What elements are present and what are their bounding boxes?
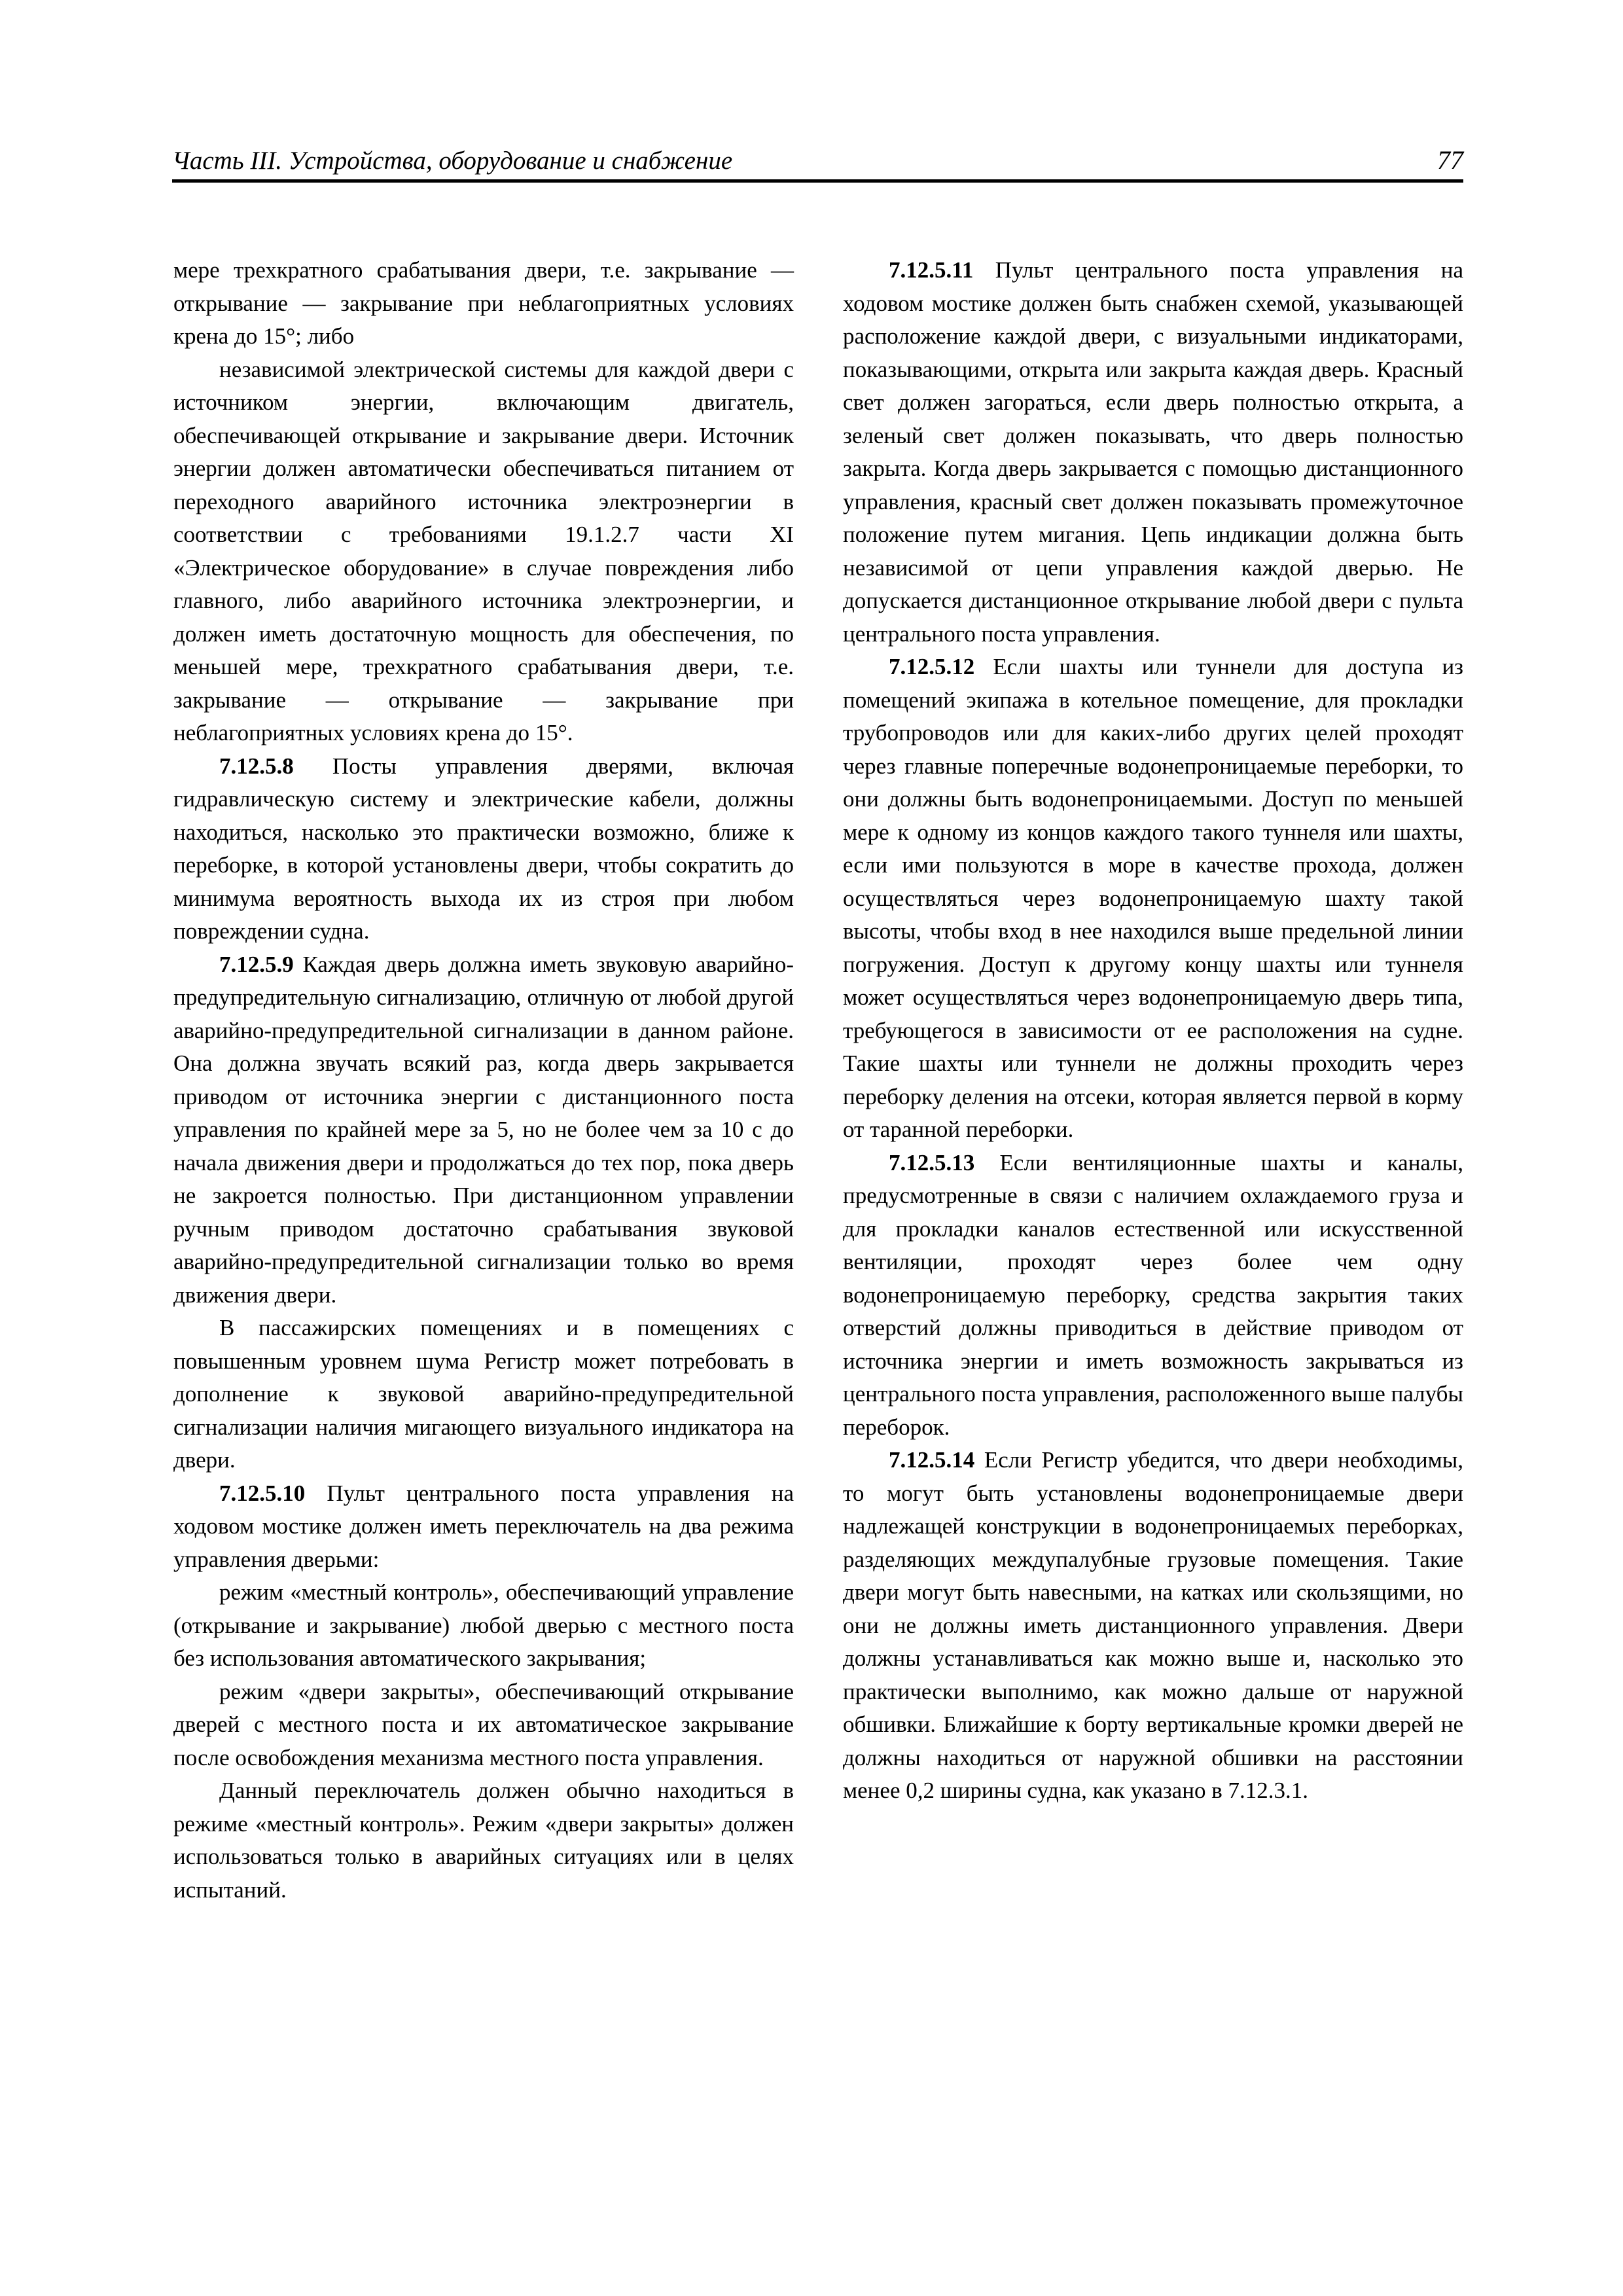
paragraph-text: В пассажирских помещениях и в помещениях с повышенным уровнем шума Регистр может потребовать в дополнение к звуковой аварийно-предупредительной сигнализации наличия мигающего визуального индикатора на двери. — [173, 1315, 794, 1473]
paragraph — [173, 1774, 794, 1907]
paragraph — [843, 254, 1463, 651]
paragraph — [173, 353, 794, 750]
paragraph-text: Если вентиляционные шахты и каналы, предусмотренные в связи с наличием охлаждаемого груза и для прокладки каналов естественной или искусственной вентиляции, проходят через более чем одну водонепроницаемую переборку, средства закрытия таких отверстий должны приводиться в действие приводом от источника энергии и иметь возможность закрываться из центрального поста управления, расположенного выше палубы переборок. — [843, 1149, 1463, 1440]
paragraph-text: Пульт центрального поста управления на ходовом мостике должен быть снабжен схемой, указывающей расположение каждой двери, с визуальными индикаторами, показывающими, открыта или закрыта каждая дверь. Красный свет должен загораться, если дверь полностью открыта, а зеленый свет должен показывать, что дверь полностью закрыта. Когда дверь закрывается с помощью дистанционного управления, красный свет должен показывать промежуточное положение путем мигания. Цепь индикации должна быть независимой от цепи управления каждой дверью. Не допускается дистанционное открывание любой двери с пульта центрального поста управления. — [843, 257, 1463, 647]
section-number: 7.12.5.8 — [219, 753, 294, 779]
paragraph-text: режим «местный контроль», обеспечивающий управление (открывание и закрывание) любой дверью с местного поста без использования автоматического закрывания; — [173, 1579, 794, 1671]
running-title: Часть III. Устройства, оборудование и снабжение — [172, 147, 733, 175]
paragraph — [173, 1676, 794, 1775]
paragraph — [173, 1576, 794, 1676]
paragraph-text: Пульт центрального поста управления на ходовом мостике должен иметь переключатель на два режима управления дверьми: — [173, 1480, 794, 1572]
paragraph — [173, 948, 794, 1312]
left-column — [173, 254, 794, 1907]
paragraph — [843, 1147, 1463, 1444]
right-column — [843, 254, 1463, 1808]
paragraph-text: Если шахты или туннели для доступа из помещений экипажа в котельное помещение, для прокладки трубопроводов или для каких-либо других целей проходят через главные поперечные водонепроницаемые переборки, то они должны быть водонепроницаемыми. Доступ по меньшей мере к одному из концов каждого такого туннеля или шахты, если ими пользуются в море в качестве прохода, должен осуществляться через водонепроницаемую шахту такой высоты, чтобы вход в нее находился выше предельной линии погружения. Доступ к другому концу шахты или туннеля может осуществляться через водонепроницаемую дверь типа, требующегося в зависимости от ее расположения на судне. Такие шахты или туннели не должны проходить через переборку деления на отсеки, которая является первой в корму от таранной переборки. — [843, 654, 1463, 1142]
paragraph-text: режим «двери закрыты», обеспечивающий открывание дверей с местного поста и их автоматическое закрывание после освобождения механизма местного поста управления. — [173, 1678, 794, 1770]
page-number: 77 — [1437, 145, 1463, 175]
section-number: 7.12.5.9 — [219, 951, 294, 977]
running-header — [172, 143, 1463, 183]
paragraph-text: мере трехкратного срабатывания двери, т.е. закрывание — открывание — закрывание при неблагоприятных условиях крена до 15°; либо — [173, 257, 794, 349]
section-number: 7.12.5.12 — [889, 654, 975, 679]
paragraph — [173, 750, 794, 948]
paragraph — [843, 651, 1463, 1147]
paragraph — [843, 1444, 1463, 1808]
paragraph — [173, 254, 794, 353]
section-number: 7.12.5.13 — [889, 1149, 975, 1175]
paragraph — [173, 1312, 794, 1477]
paragraph-text: Каждая дверь должна иметь звуковую аварийно-предупредительную сигнализацию, отличную от любой другой аварийно-предупредительной сигнализации в данном районе. Она должна звучать всякий раз, когда дверь закрывается приводом от источника энергии с дистанционного поста управления по крайней мере за 5, но не более чем за 10 с до начала движения двери и продолжаться до тех пор, пока дверь не закроется полностью. При дистанционном управлении ручным приводом достаточно срабатывания звуковой аварийно-предупредительной сигнализации только во время движения двери. — [173, 951, 794, 1308]
paragraph-text: Данный переключатель должен обычно находиться в режиме «местный контроль». Режим «двери закрыты» должен использоваться только в аварийных ситуациях или в целях испытаний. — [173, 1778, 794, 1903]
section-number: 7.12.5.14 — [889, 1447, 975, 1473]
paragraph-text: Посты управления дверями, включая гидравлическую систему и электрические кабели, должны находиться, насколько это практически возможно, ближе к переборке, в которой установлены двери, чтобы сократить до минимума вероятность выхода их из строя при любом повреждении судна. — [173, 753, 794, 944]
paragraph — [173, 1477, 794, 1577]
section-number: 7.12.5.10 — [219, 1480, 306, 1506]
paragraph-text: Если Регистр убедится, что двери необходимы, то могут быть установлены водонепроницаемые двери надлежащей конструкции в водонепроницаемых переборках, разделяющих междупалубные грузовые помещения. Такие двери могут быть навесными, на катках или скользящими, но они не должны иметь дистанционного управления. Двери должны устанавливаться как можно выше и, насколько это практически выполнимо, как можно дальше от наружной обшивки. Ближайшие к борту вертикальные кромки дверей не должны находиться от наружной обшивки на расстоянии менее 0,2 ширины судна, как указано в 7.12.3.1. — [843, 1447, 1463, 1803]
section-number: 7.12.5.11 — [889, 257, 974, 283]
paragraph-text: независимой электрической системы для каждой двери с источником энергии, включающим двигатель, обеспечивающей открывание и закрывание двери. Источник энергии должен автоматически обеспечиваться питанием от переходного аварийного источника электроэнергии в соответствии с требованиями 19.1.2.7 части XI «Электрическое оборудование» в случае повреждения либо главного, либо аварийного источника электроэнергии, и должен иметь достаточную мощность для обеспечения, по меньшей мере, трехкратного срабатывания двери, т.е. закрывание — открывание — закрывание при неблагоприятных условиях крена до 15°. — [173, 356, 794, 745]
